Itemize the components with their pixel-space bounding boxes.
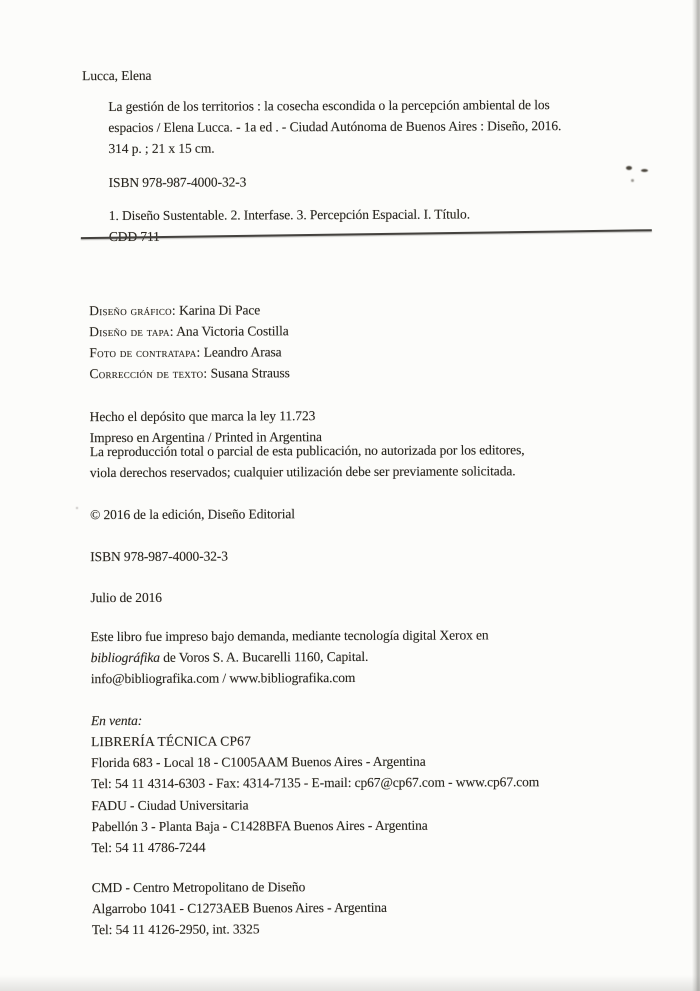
- printing-line: [91, 645, 489, 668]
- credit-label: Diseño gráfico:: [89, 302, 176, 319]
- date-line: Julio de 2016: [90, 589, 162, 606]
- cip-isbn: [83, 170, 562, 193]
- vendor-block-cmd: [92, 876, 387, 940]
- cip-subjects: [83, 203, 562, 247]
- cip-line: La gestión de los territorios : la cosecha escondida o la percepción ambiental de los: [108, 97, 550, 115]
- printing-line: Este libro fue impreso bajo demanda, mediante tecnología digital Xerox en: [90, 627, 489, 645]
- vendor-name: FADU - Ciudad Universitaria: [91, 797, 249, 814]
- vendor-contact: Tel: 54 11 4126-2950, int. 3325: [91, 921, 260, 938]
- isbn-line: ISBN 978-987-4000-32-3: [108, 174, 247, 191]
- vendor-contact: Tel: 54 11 4314-6303 - Fax: 4314-7135 - E-mail: cp67@cp67.com - www.cp67.com: [91, 774, 540, 792]
- rights-line: viola derechos reservados; cualquier utilización debe ser previamente solicitada.: [89, 463, 516, 481]
- credit-row: [89, 299, 289, 321]
- isbn-line: ISBN 978-987-4000-32-3: [90, 548, 228, 565]
- scan-edge-shadow-right: [692, 0, 700, 991]
- credit-row: [89, 341, 289, 363]
- vendor-block-fadu: [91, 794, 428, 858]
- credit-name: Leandro Arasa: [203, 344, 282, 360]
- vendor-name: CMD - Centro Metropolitano de Diseño: [91, 879, 306, 896]
- printing-block: [91, 624, 489, 689]
- isbn-block: [90, 546, 228, 568]
- credit-label: Diseño de tapa:: [89, 323, 174, 340]
- deposit-line: Hecho el depósito que marca la ley 11.723: [89, 408, 316, 425]
- credit-row: [89, 320, 289, 342]
- ink-speck: [76, 507, 78, 509]
- scan-edge-shadow-bottom: [0, 975, 700, 991]
- ink-speck: [631, 179, 634, 182]
- printed-line: Impreso en Argentina / Printed in Argentina: [89, 429, 322, 446]
- printer-name: bibliográfika: [90, 649, 160, 666]
- copyright-block: [90, 503, 295, 525]
- author-heading: Lucca, Elena: [82, 67, 152, 84]
- rights-block: [90, 439, 525, 483]
- vendor-block-cp67: [91, 708, 539, 794]
- date-block: [90, 587, 162, 608]
- credit-name: Karina Di Pace: [179, 302, 261, 318]
- credit-label: Corrección de texto:: [89, 365, 208, 382]
- printer-contact-line: info@bibliografika.com / www.bibliografika.com: [90, 669, 356, 687]
- vendor-address: Algarrobo 1041 - C1273AEB Buenos Aires - Argentina: [91, 899, 387, 917]
- subjects-line: 1. Diseño Sustentable. 2. Interfase. 3. Percepción Espacial. I. Título.: [108, 206, 470, 224]
- vendor-name: LIBRERÍA TÉCNICA CP67: [91, 733, 252, 750]
- credit-name: Ana Victoria Costilla: [176, 323, 289, 339]
- cip-block: [82, 63, 562, 247]
- ink-speck: [626, 166, 632, 170]
- rights-line: La reproducción total o parcial de esta publicación, no autorizada por los editores,: [89, 442, 525, 460]
- credits-block: [89, 299, 290, 384]
- ink-speck: [641, 169, 648, 172]
- cip-line: 314 p. ; 21 x 15 cm.: [108, 140, 215, 157]
- copyright-line: © 2016 de la edición, Diseño Editorial: [90, 506, 295, 523]
- credit-label: Foto de contratapa:: [89, 344, 201, 361]
- vendor-contact: Tel: 54 11 4786-7244: [91, 839, 206, 856]
- printer-address: de Voros S. A. Bucarelli 1160, Capital.: [159, 648, 369, 665]
- cip-description: [82, 94, 561, 159]
- vendor-address: Pabellón 3 - Planta Baja - C1428BFA Buenos Aires - Argentina: [91, 817, 428, 835]
- vendor-address: Florida 683 - Local 18 - C1005AAM Buenos Aires - Argentina: [91, 753, 426, 771]
- credit-row: [89, 362, 289, 384]
- cip-line: espacios / Elena Lucca. - 1a ed . - Ciudad Autónoma de Buenos Aires : Diseño, 2016.: [108, 118, 562, 136]
- sales-heading: En venta:: [90, 712, 143, 729]
- credit-name: Susana Strauss: [210, 365, 290, 381]
